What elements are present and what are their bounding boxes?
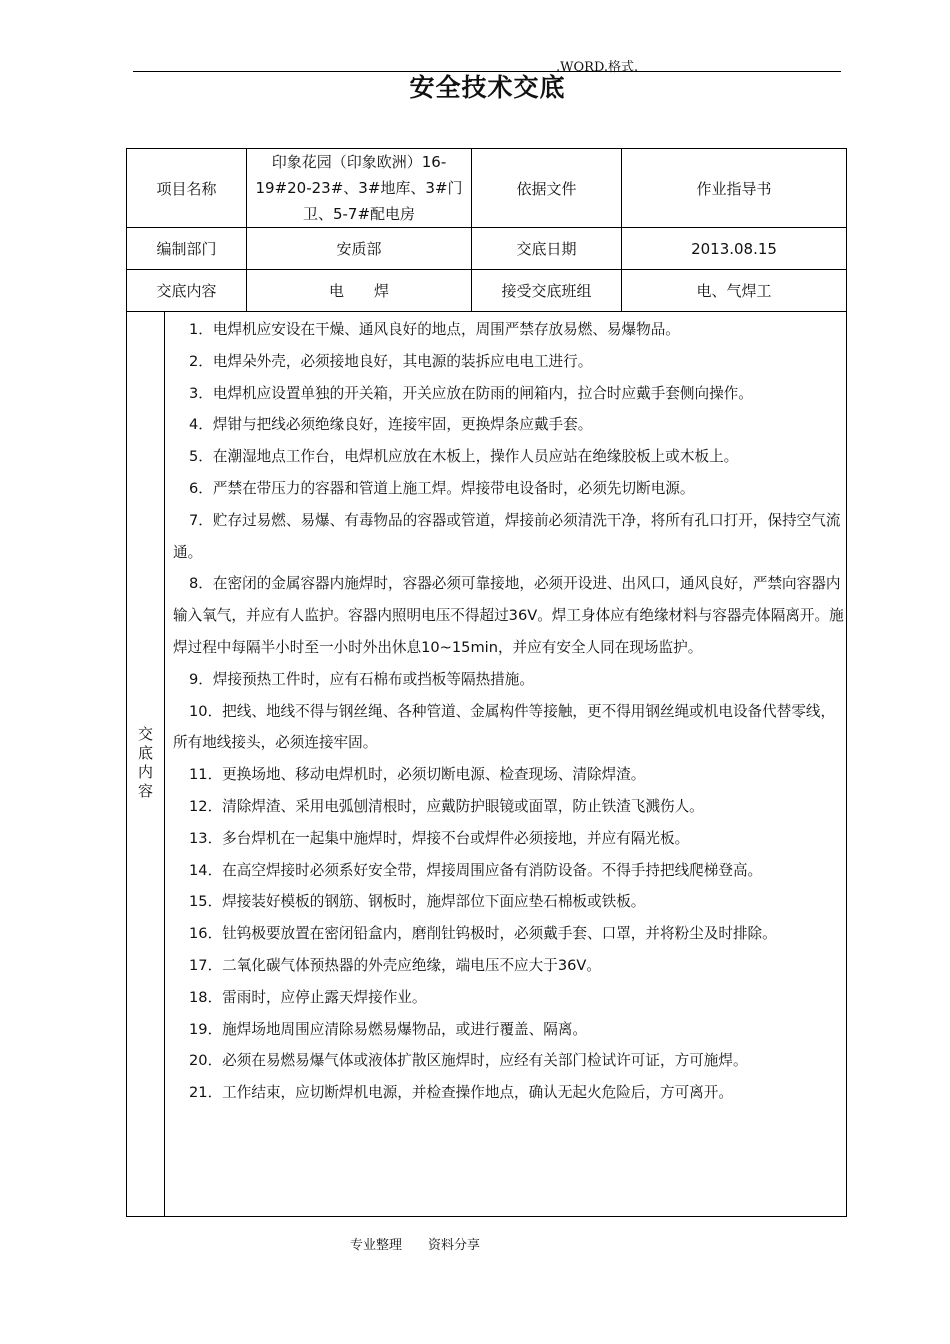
row-details <box>127 312 847 1217</box>
project-label: 项目名称 <box>127 149 247 228</box>
project-value: 印象花园（印象欧洲）16-19#20-23#、3#地库、3#门卫、5-7#配电房 <box>247 149 472 228</box>
footer-text: 专业整理 资料分享 <box>349 1238 480 1253</box>
items-cell <box>165 312 847 1217</box>
list-item: 14．在高空焊接时必须系好安全带，焊接周围应备有消防设备。不得手持把线爬梯登高。 <box>189 861 763 879</box>
dept-value: 安质部 <box>247 228 472 270</box>
list-item: 21．工作结束，应切断焊机电源，并检查操作地点，确认无起火危险后，方可离开。 <box>189 1084 733 1102</box>
team-label: 接受交底班组 <box>472 270 622 312</box>
list-item: 1．电焊机应安设在干燥、通风良好的地点，周围严禁存放易燃、易爆物品。 <box>189 321 680 338</box>
list-item: 15．焊接装好模板的钢筋、钢板时，施焊部位下面应垫石棉板或铁板。 <box>189 893 646 911</box>
list-item: 16．钍钨极要放置在密闭铅盒内，磨削钍钨极时，必须戴手套、口罩，并将粉尘及时排除。 <box>189 925 777 943</box>
safety-briefing-table <box>126 148 847 1217</box>
list-item: 9．焊接预热工件时，应有石棉布或挡板等隔热措施。 <box>189 670 534 688</box>
list-item: 20．必须在易燃易爆气体或液体扩散区施焊时，应经有关部门检试许可证，方可施焊。 <box>189 1052 748 1070</box>
team-value: 电、气焊工 <box>622 270 847 312</box>
row-project <box>127 149 847 228</box>
content-value: 电 焊 <box>247 270 472 312</box>
list-item: 6．严禁在带压力的容器和管道上施工焊。焊接带电设备时，必须先切断电源。 <box>189 479 695 497</box>
list-item: 4．焊钳与把线必须绝缘良好，连接牢固，更换焊条应戴手套。 <box>189 416 593 434</box>
list-item: 11．更换场地、移动电焊机时，必须切断电源、检查现场、清除焊渣。 <box>189 766 646 784</box>
row-department <box>127 228 847 270</box>
date-value: 2013.08.15 <box>622 228 847 270</box>
list-item: 17．二氧化碳气体预热器的外壳应绝缘，端电压不应大于36V。 <box>189 956 601 974</box>
dept-label: 编制部门 <box>127 228 247 270</box>
page-title: 安全技术交底 <box>409 73 566 102</box>
items-list <box>173 314 846 1109</box>
section-label: 交底内容 <box>136 726 154 802</box>
list-item: 13．多台焊机在一起集中施焊时，焊接不台或焊件必须接地，并应有隔光板。 <box>189 829 690 847</box>
date-label: 交底日期 <box>472 228 622 270</box>
list-item: 19．施焊场地周围应清除易燃易爆物品，或进行覆盖、隔离。 <box>189 1020 588 1038</box>
content-label: 交底内容 <box>127 270 247 312</box>
list-item: 10．把线、地线不得与钢丝绳、各种管道、金属构件等接触，更不得用钢丝绳或机电设备代替零线，所有地线接头，必须连接牢固。 <box>173 702 836 752</box>
list-item: 7．贮存过易燃、易爆、有毒物品的容器或管道，焊接前必须清洗干净，将所有孔口打开，保持空气流通。 <box>173 511 841 561</box>
list-item: 5．在潮湿地点工作台，电焊机应放在木板上，操作人员应站在绝缘胶板上或木板上。 <box>189 448 739 466</box>
list-item: 3．电焊机应设置单独的开关箱，开关应放在防雨的闸箱内，拉合时应戴手套侧向操作。 <box>189 384 753 402</box>
list-item: 18．雷雨时，应停止露天焊接作业。 <box>189 988 427 1006</box>
list-item: 12．清除焊渣、采用电弧刨清根时，应戴防护眼镜或面罩，防止铁渣飞溅伤人。 <box>189 797 704 815</box>
list-item: 8．在密闭的金属容器内施焊时，容器必须可靠接地，必须开设进、出风口，通风良好，严禁向容器内输入氧气，并应有人监护。容器内照明电压不得超过36V。焊工身体应有绝缘材料与容器壳体隔离开。施焊过程中每隔半小时至一小时外出休息10~15min，并应有安全人同在现场监护。 <box>173 575 844 656</box>
row-content <box>127 270 847 312</box>
basis-value: 作业指导书 <box>622 149 847 228</box>
section-label-cell <box>127 312 165 1217</box>
list-item: 2．电焊朵外壳，必须接地良好，其电源的装拆应电电工进行。 <box>189 352 593 370</box>
header-mark: .WORD.格式. <box>556 60 639 75</box>
basis-label: 依据文件 <box>472 149 622 228</box>
